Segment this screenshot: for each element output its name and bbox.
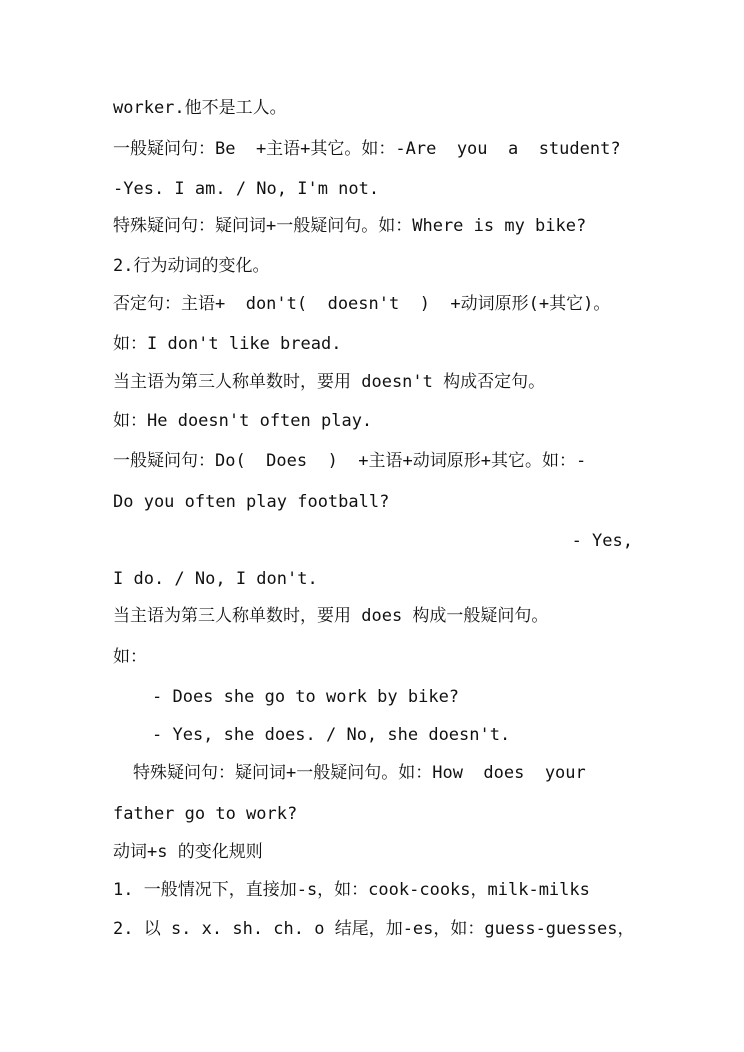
text-line: 2.行为动词的变化。 xyxy=(113,256,270,276)
text-line: 一般疑问句：Do( Does ) +主语+动词原形+其它。如：- xyxy=(113,451,587,471)
text-line: I do. / No, I don't. xyxy=(113,569,318,589)
text-line: 一般疑问句：Be +主语+其它。如：-Are you a student? xyxy=(113,139,621,159)
text-line: 动词+s 的变化规则 xyxy=(113,842,263,862)
text-line: 当主语为第三人称单数时，要用 doesn't 构成否定句。 xyxy=(113,372,546,392)
text-line: 当主语为第三人称单数时，要用 does 构成一般疑问句。 xyxy=(113,606,549,626)
text-line: 特殊疑问句：疑问词+一般疑问句。如：How does your xyxy=(133,763,586,783)
text-line: 如：I don't like bread. xyxy=(113,334,342,354)
text-line: 特殊疑问句：疑问词+一般疑问句。如：Where is my bike? xyxy=(113,216,587,236)
text-line: 否定句：主语+ don't( doesn't ) +动词原形(+其它)。 xyxy=(113,294,611,314)
text-line: - Does she go to work by bike? xyxy=(152,687,460,707)
text-line: 2. 以 s. x. sh. ch. o 结尾，加-es，如：guess-guesses， xyxy=(113,919,635,939)
text-line: - Yes, xyxy=(571,531,633,551)
text-line: - Yes, she does. / No, she doesn't. xyxy=(152,725,511,745)
text-line: 1. 一般情况下，直接加-s，如：cook-cooks，milk-milks xyxy=(113,880,590,900)
text-line: 如： xyxy=(113,647,147,667)
text-line: father go to work? xyxy=(113,804,298,824)
text-line: worker.他不是工人。 xyxy=(113,98,287,118)
text-line: Do you often play football? xyxy=(113,492,390,512)
text-line: -Yes. I am. / No, I'm not. xyxy=(113,179,380,199)
text-line: 如：He doesn't often play. xyxy=(113,411,373,431)
